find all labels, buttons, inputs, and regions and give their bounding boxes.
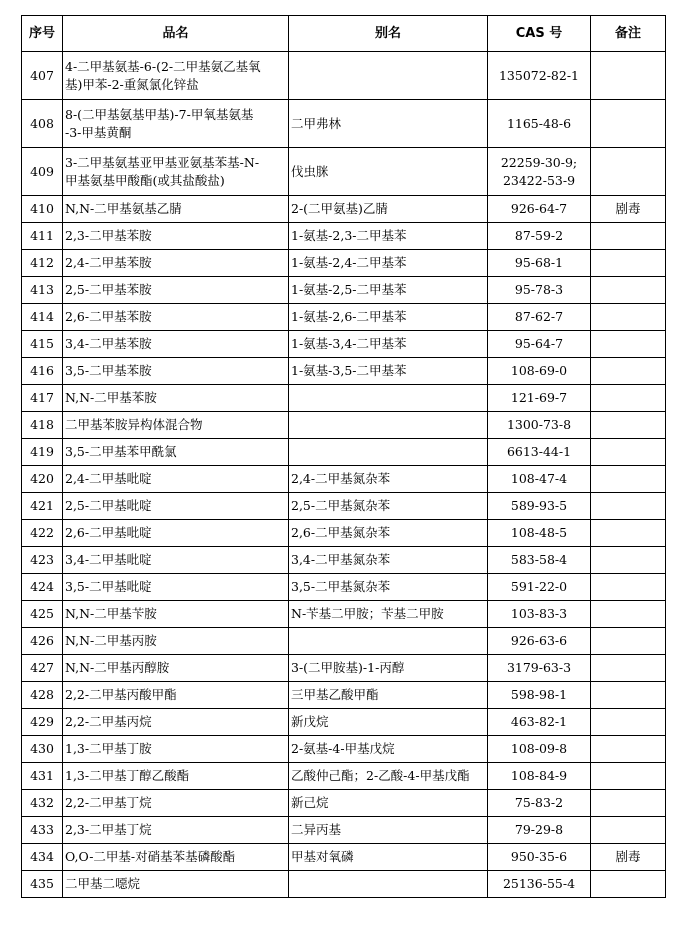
cas-number [488, 331, 591, 358]
alias: 1-氨基-2,5-二甲基苯 [289, 277, 488, 304]
cas-number-line: 121-69-7 [510, 390, 568, 405]
cas-number [488, 196, 591, 223]
product-name [63, 466, 289, 493]
alias: 甲基对氧磷 [289, 844, 488, 871]
alias: 新己烷 [289, 790, 488, 817]
alias: 1-氨基-2,6-二甲基苯 [289, 304, 488, 331]
table-row [22, 763, 666, 790]
product-name [63, 250, 289, 277]
row-number: 426 [22, 628, 63, 655]
remark [591, 601, 666, 628]
cas-number-line: 108-84-9 [510, 768, 568, 783]
product-name [63, 439, 289, 466]
product-name [63, 601, 289, 628]
alias: 乙酸仲己酯；2-乙酸-4-甲基戊酯 [289, 763, 488, 790]
product-name [63, 304, 289, 331]
cas-number-line: 87-62-7 [514, 309, 564, 324]
product-name-line: N,N-二甲基氨基乙腈 [65, 201, 182, 216]
table-row [22, 790, 666, 817]
product-name [63, 148, 289, 196]
alias: 3,5-二甲基氮杂苯 [289, 574, 488, 601]
alias [289, 412, 488, 439]
cas-number-line: 583-58-4 [510, 552, 568, 567]
product-name-line: 2,2-二甲基丙烷 [65, 714, 152, 729]
table-body [22, 52, 666, 898]
cas-number-line: 135072-82-1 [498, 67, 580, 83]
alias: 伐虫脒 [289, 148, 488, 196]
alias: 三甲基乙酸甲酯 [289, 682, 488, 709]
product-name-line: 2,3-二甲基苯胺 [65, 228, 152, 243]
cas-number [488, 682, 591, 709]
remark [591, 763, 666, 790]
cas-number [488, 304, 591, 331]
remark [591, 547, 666, 574]
header-cas: CAS 号 [488, 16, 591, 52]
alias: 2-(二甲氨基)乙腈 [289, 196, 488, 223]
alias: 2,5-二甲基氮杂苯 [289, 493, 488, 520]
row-number: 429 [22, 709, 63, 736]
product-name [63, 574, 289, 601]
product-name-line: 2,4-二甲基苯胺 [65, 255, 152, 270]
header-seq: 序号 [22, 16, 63, 52]
remark [591, 628, 666, 655]
row-number: 410 [22, 196, 63, 223]
row-number: 427 [22, 655, 63, 682]
product-name-line: 4-二甲基氨基-6-(2-二甲基氨乙基氧 [65, 58, 261, 74]
product-name-line: 3,4-二甲基吡啶 [65, 552, 152, 567]
product-name-line: 8-(二甲基氨基甲基)-7-甲氧基氨基 [65, 106, 254, 122]
table-row [22, 331, 666, 358]
remark [591, 871, 666, 898]
product-name [63, 844, 289, 871]
product-name [63, 196, 289, 223]
table-row [22, 682, 666, 709]
alias: 二异丙基 [289, 817, 488, 844]
cas-number [488, 871, 591, 898]
cas-number-line: 598-98-1 [510, 687, 568, 702]
remark [591, 100, 666, 148]
product-name [63, 628, 289, 655]
header-name: 品名 [63, 16, 289, 52]
document-page [21, 15, 666, 898]
alias [289, 871, 488, 898]
alias: 3,4-二甲基氮杂苯 [289, 547, 488, 574]
table-row [22, 358, 666, 385]
product-name-line: O,O-二甲基-对硝基苯基磷酸酯 [65, 849, 236, 864]
remark [591, 331, 666, 358]
remark [591, 304, 666, 331]
remark [591, 709, 666, 736]
cas-number-line: 591-22-0 [510, 579, 568, 594]
product-name [63, 52, 289, 100]
table-row [22, 100, 666, 148]
row-number: 411 [22, 223, 63, 250]
row-number: 415 [22, 331, 63, 358]
cas-number-line: 950-35-6 [510, 849, 568, 864]
row-number: 435 [22, 871, 63, 898]
remark: 剧毒 [591, 196, 666, 223]
row-number: 425 [22, 601, 63, 628]
product-name-line: 3,5-二甲基苯甲酰氯 [65, 444, 177, 459]
cas-number [488, 817, 591, 844]
alias [289, 385, 488, 412]
product-name-line: 基)甲苯-2-重氮氯化锌盐 [65, 76, 199, 92]
cas-number [488, 601, 591, 628]
table-row [22, 196, 666, 223]
product-name [63, 520, 289, 547]
cas-number-line: 75-83-2 [514, 795, 564, 810]
cas-number [488, 412, 591, 439]
alias: 1-氨基-3,5-二甲基苯 [289, 358, 488, 385]
product-name-line: 2,6-二甲基苯胺 [65, 309, 152, 324]
cas-number [488, 100, 591, 148]
cas-number [488, 547, 591, 574]
cas-number-line: 6613-44-1 [506, 444, 572, 459]
table-row [22, 277, 666, 304]
remark [591, 736, 666, 763]
product-name [63, 493, 289, 520]
row-number: 434 [22, 844, 63, 871]
product-name-line: 1,3-二甲基丁胺 [65, 741, 152, 756]
product-name [63, 790, 289, 817]
row-number: 423 [22, 547, 63, 574]
cas-number-line: 22259-30-9; [500, 154, 578, 170]
table-row [22, 736, 666, 763]
product-name-line: 3,5-二甲基苯胺 [65, 363, 152, 378]
row-number: 417 [22, 385, 63, 412]
product-name-line: N,N-二甲基丙胺 [65, 633, 157, 648]
product-name-line: 2,2-二甲基丙酸甲酯 [65, 687, 177, 702]
row-number: 424 [22, 574, 63, 601]
row-number: 420 [22, 466, 63, 493]
product-name [63, 763, 289, 790]
product-name-line: 2,3-二甲基丁烷 [65, 822, 152, 837]
cas-number [488, 439, 591, 466]
row-number: 409 [22, 148, 63, 196]
cas-number-line: 95-64-7 [514, 336, 564, 351]
product-name [63, 817, 289, 844]
product-name [63, 277, 289, 304]
row-number: 414 [22, 304, 63, 331]
table-row [22, 304, 666, 331]
product-name-line: 3,4-二甲基苯胺 [65, 336, 152, 351]
product-name [63, 331, 289, 358]
remark [591, 385, 666, 412]
alias: 2,4-二甲基氮杂苯 [289, 466, 488, 493]
table-row [22, 655, 666, 682]
alias [289, 628, 488, 655]
remark [591, 52, 666, 100]
cas-number [488, 736, 591, 763]
cas-number-line: 108-47-4 [510, 471, 568, 486]
alias: 3-(二甲胺基)-1-丙醇 [289, 655, 488, 682]
product-name-line: 2,6-二甲基吡啶 [65, 525, 152, 540]
cas-number [488, 223, 591, 250]
remark [591, 223, 666, 250]
product-name-line: 2,4-二甲基吡啶 [65, 471, 152, 486]
cas-number [488, 790, 591, 817]
product-name-line: 2,5-二甲基吡啶 [65, 498, 152, 513]
table-row [22, 223, 666, 250]
table-row [22, 385, 666, 412]
alias: N-苄基二甲胺；苄基二甲胺 [289, 601, 488, 628]
cas-number-line: 3179-63-3 [506, 660, 572, 675]
product-name-line: -3-甲基黄酮 [65, 124, 132, 140]
alias: 1-氨基-2,4-二甲基苯 [289, 250, 488, 277]
cas-number [488, 466, 591, 493]
table-row [22, 520, 666, 547]
cas-number [488, 709, 591, 736]
remark: 剧毒 [591, 844, 666, 871]
cas-number-line: 463-82-1 [510, 714, 568, 729]
remark [591, 817, 666, 844]
cas-number-line: 926-63-6 [510, 633, 568, 648]
product-name-line: 甲基氨基甲酸酯(或其盐酸盐) [65, 172, 225, 188]
cas-number [488, 277, 591, 304]
cas-number [488, 493, 591, 520]
product-name [63, 385, 289, 412]
row-number: 408 [22, 100, 63, 148]
product-name [63, 547, 289, 574]
remark [591, 148, 666, 196]
remark [591, 439, 666, 466]
product-name [63, 736, 289, 763]
row-number: 428 [22, 682, 63, 709]
chemical-table [21, 15, 666, 898]
product-name-line: 3,5-二甲基吡啶 [65, 579, 152, 594]
alias: 新戊烷 [289, 709, 488, 736]
product-name [63, 223, 289, 250]
cas-number-line: 108-69-0 [510, 363, 568, 378]
row-number: 421 [22, 493, 63, 520]
cas-number [488, 844, 591, 871]
product-name [63, 682, 289, 709]
table-row [22, 52, 666, 100]
remark [591, 277, 666, 304]
product-name-line: N,N-二甲基苯胺 [65, 390, 157, 405]
cas-number [488, 52, 591, 100]
product-name [63, 412, 289, 439]
table-row [22, 439, 666, 466]
table-row [22, 574, 666, 601]
product-name-line: 3-二甲基氨基亚甲基亚氨基苯基-N- [65, 154, 260, 170]
row-number: 416 [22, 358, 63, 385]
remark [591, 466, 666, 493]
header-alias: 别名 [289, 16, 488, 52]
product-name [63, 709, 289, 736]
product-name [63, 100, 289, 148]
product-name-line: N,N-二甲基苄胺 [65, 606, 157, 621]
table-row [22, 412, 666, 439]
product-name [63, 871, 289, 898]
table-row [22, 466, 666, 493]
table-row [22, 493, 666, 520]
cas-number-line: 23422-53-9 [502, 172, 576, 188]
cas-number [488, 628, 591, 655]
remark [591, 574, 666, 601]
table-row [22, 844, 666, 871]
product-name-line: 二甲基苯胺异构体混合物 [65, 417, 203, 432]
cas-number [488, 385, 591, 412]
table-row [22, 547, 666, 574]
cas-number-line: 108-09-8 [510, 741, 568, 756]
cas-number-line: 926-64-7 [510, 201, 568, 216]
cas-number-line: 589-93-5 [510, 498, 568, 513]
remark [591, 493, 666, 520]
cas-number-line: 1165-48-6 [506, 115, 572, 131]
cas-number-line: 87-59-2 [514, 228, 564, 243]
product-name [63, 655, 289, 682]
alias [289, 439, 488, 466]
table-row [22, 871, 666, 898]
header-note: 备注 [591, 16, 666, 52]
table-row [22, 250, 666, 277]
remark [591, 520, 666, 547]
row-number: 433 [22, 817, 63, 844]
alias: 1-氨基-3,4-二甲基苯 [289, 331, 488, 358]
row-number: 418 [22, 412, 63, 439]
cas-number [488, 148, 591, 196]
table-row [22, 601, 666, 628]
alias [289, 52, 488, 100]
cas-number-line: 79-29-8 [514, 822, 564, 837]
cas-number-line: 95-78-3 [514, 282, 564, 297]
alias: 2,6-二甲基氮杂苯 [289, 520, 488, 547]
product-name [63, 358, 289, 385]
remark [591, 250, 666, 277]
remark [591, 682, 666, 709]
table-row [22, 817, 666, 844]
row-number: 431 [22, 763, 63, 790]
row-number: 419 [22, 439, 63, 466]
product-name-line: 2,5-二甲基苯胺 [65, 282, 152, 297]
product-name-line: N,N-二甲基丙醇胺 [65, 660, 170, 675]
cas-number-line: 25136-55-4 [502, 876, 576, 891]
header-row [22, 16, 666, 52]
product-name-line: 2,2-二甲基丁烷 [65, 795, 152, 810]
row-number: 407 [22, 52, 63, 100]
remark [591, 412, 666, 439]
cas-number-line: 103-83-3 [510, 606, 568, 621]
remark [591, 655, 666, 682]
cas-number [488, 520, 591, 547]
row-number: 432 [22, 790, 63, 817]
cas-number [488, 574, 591, 601]
row-number: 412 [22, 250, 63, 277]
table-row [22, 709, 666, 736]
cas-number-line: 108-48-5 [510, 525, 568, 540]
row-number: 422 [22, 520, 63, 547]
row-number: 413 [22, 277, 63, 304]
cas-number [488, 655, 591, 682]
cas-number [488, 358, 591, 385]
remark [591, 790, 666, 817]
product-name-line: 1,3-二甲基丁醇乙酸酯 [65, 768, 190, 783]
cas-number-line: 1300-73-8 [506, 417, 572, 432]
table-row [22, 148, 666, 196]
row-number: 430 [22, 736, 63, 763]
cas-number [488, 763, 591, 790]
product-name-line: 二甲基二噁烷 [65, 876, 141, 891]
remark [591, 358, 666, 385]
cas-number [488, 250, 591, 277]
alias: 1-氨基-2,3-二甲基苯 [289, 223, 488, 250]
table-row [22, 628, 666, 655]
alias: 二甲弗林 [289, 100, 488, 148]
alias: 2-氨基-4-甲基戊烷 [289, 736, 488, 763]
cas-number-line: 95-68-1 [514, 255, 564, 270]
